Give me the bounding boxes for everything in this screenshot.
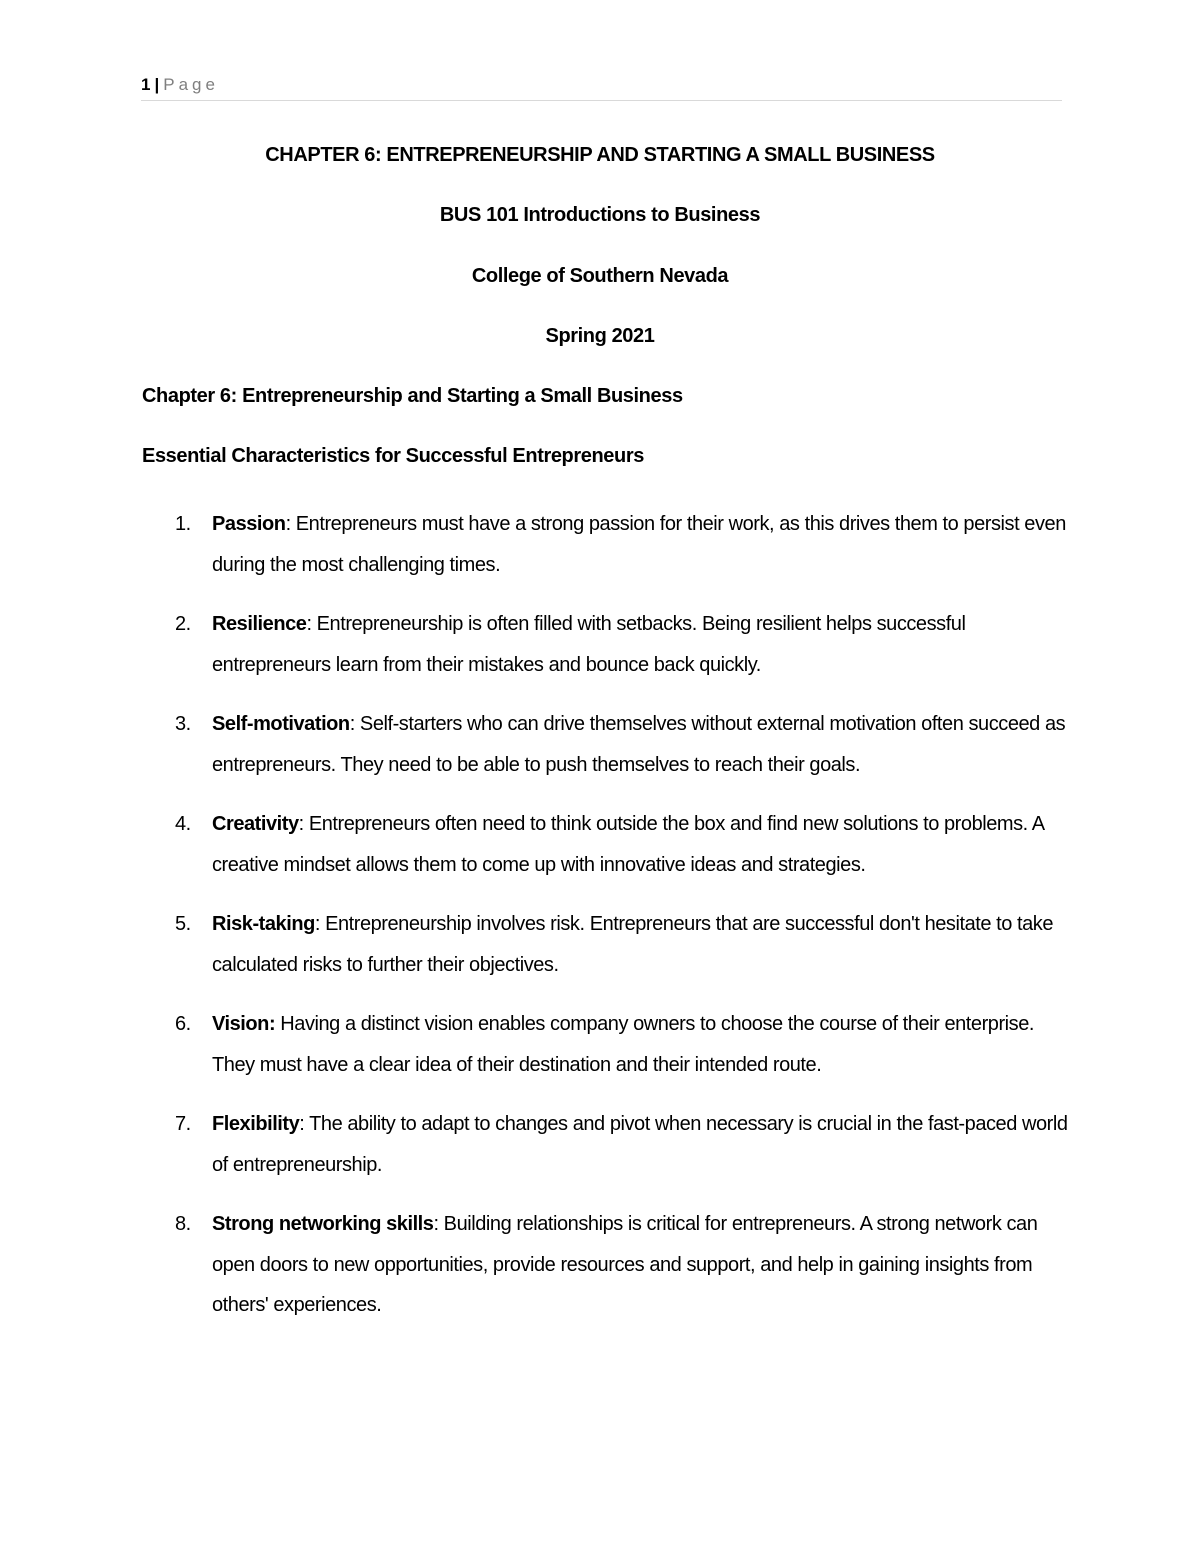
- list-item-number: 6.: [175, 1013, 191, 1035]
- list-item-term-suffix: :: [285, 513, 291, 535]
- list-item-text: Entrepreneurs must have a strong passion for their work, as this drives them to persist even during the most challenging times.: [212, 513, 1066, 576]
- list-item-term-suffix: :: [298, 813, 304, 835]
- course-title: BUS 101 Introductions to Business: [439, 204, 761, 226]
- list-item: [142, 1004, 1072, 1085]
- list-item-text: Entrepreneurship is often filled with setbacks. Being resilient helps successful entrepreneurs learn from their mistakes and bounce back quickly.: [212, 613, 966, 676]
- list-item-number: 2.: [175, 613, 191, 635]
- list-item-term-suffix: :: [349, 713, 355, 735]
- list-item-term: Passion: [212, 513, 286, 535]
- list-item-term: Vision:: [212, 1013, 276, 1035]
- list-item-number: 8.: [175, 1213, 191, 1235]
- list-item-number: 7.: [175, 1113, 191, 1135]
- page-header-separator: |: [154, 75, 160, 94]
- chapter-title: CHAPTER 6: ENTREPRENEURSHIP AND STARTING A SMALL BUSINESS: [265, 144, 935, 166]
- list-item-text: The ability to adapt to changes and pivot when necessary is crucial in the fast-paced world of entrepreneurship.: [212, 1113, 1068, 1176]
- list-item-term: Strong networking skills: [212, 1213, 434, 1235]
- subsection-heading: Essential Characteristics for Successful Entrepreneurs: [142, 445, 644, 467]
- list-item-number: 4.: [175, 813, 191, 835]
- list-item: [142, 904, 1072, 985]
- page-header: [141, 74, 1062, 101]
- list-item-text: Building relationships is critical for entrepreneurs. A strong network can open doors to new opportunities, provide resources and support, and help in gaining insights from others' experiences.: [212, 1213, 1038, 1316]
- list-item-number: 1.: [175, 513, 191, 535]
- list-item-term: Creativity: [212, 813, 299, 835]
- characteristics-list: [142, 504, 1072, 1345]
- list-item-number: 3.: [175, 713, 191, 735]
- list-item-text: Entrepreneurs often need to think outside the box and find new solutions to problems. A creative mindset allows them to come up with innovative ideas and strategies.: [212, 813, 1044, 876]
- list-item-term-suffix: :: [433, 1213, 439, 1235]
- list-item-text: Entrepreneurship involves risk. Entrepreneurs that are successful don't hesitate to take calculated risks to further their objectives.: [212, 913, 1054, 976]
- list-item-number: 5.: [175, 913, 191, 935]
- list-item-term-suffix: :: [314, 913, 320, 935]
- list-item-text: Having a distinct vision enables company owners to choose the course of their enterprise. They must have a clear idea of their destination and their intended route.: [212, 1013, 1034, 1076]
- list-item-text: Self-starters who can drive themselves without external motivation often succeed as entrepreneurs. They need to be able to push themselves to reach their goals.: [212, 713, 1066, 776]
- list-item: [142, 604, 1072, 685]
- list-item-term: Self-motivation: [212, 713, 350, 735]
- list-item-term-suffix: :: [306, 613, 312, 635]
- list-item: [142, 704, 1072, 785]
- list-item-term: Risk-taking: [212, 913, 315, 935]
- list-item: [142, 1204, 1072, 1326]
- list-item-term: Flexibility: [212, 1113, 300, 1135]
- list-item-term: Resilience: [212, 613, 307, 635]
- college-name: College of Southern Nevada: [471, 265, 729, 287]
- term-label: Spring 2021: [545, 325, 655, 347]
- list-item: [142, 504, 1072, 585]
- list-item-term-suffix: :: [299, 1113, 305, 1135]
- page-label: Page: [163, 75, 219, 94]
- list-item: [142, 1104, 1072, 1185]
- page-number: 1: [141, 75, 151, 94]
- list-item: [142, 804, 1072, 885]
- section-heading: Chapter 6: Entrepreneurship and Starting a Small Business: [142, 385, 683, 407]
